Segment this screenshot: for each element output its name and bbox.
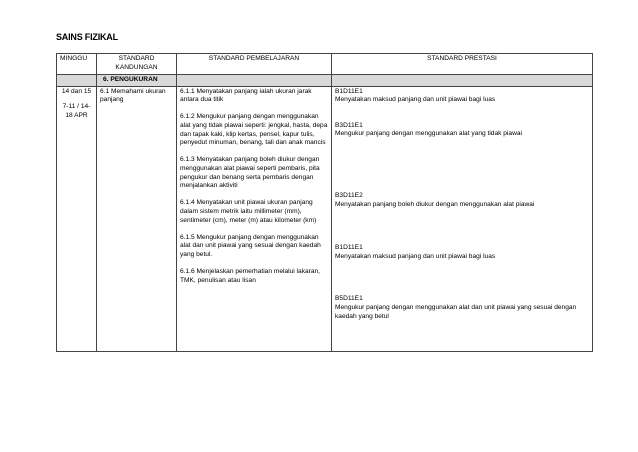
section-row — [57, 75, 593, 87]
week-dates: 7-11 / 14-18 APR — [62, 103, 91, 119]
prestasi-text: Menyatakan maksud panjang dan unit piawai bagi luas — [335, 252, 496, 260]
pembelajaran-item: 6.1.3 Menyatakan panjang boleh diukur dengan menggunakan alat piawai seperti pembaris, pita pengukur dan benang serta pembaris dengan menjalankan aktiviti — [180, 156, 320, 190]
prestasi-text: Menyatakan panjang boleh diukur dengan menggunakan alat piawai — [335, 200, 535, 208]
syllabus-table — [56, 53, 593, 352]
pembelajaran-cell — [177, 86, 332, 351]
header-minggu: MINGGU — [57, 54, 97, 75]
header-row — [57, 54, 593, 75]
prestasi-code: B3D11E2 — [335, 191, 363, 199]
prestasi-code: B1D11E1 — [335, 244, 363, 252]
prestasi-cell — [332, 86, 593, 351]
pembelajaran-item: 6.1.4 Menyatakan unit piawai ukuran panjang dalam sistem metrik iaitu millimeter (mm), sentimeter (cm), meter (m) atau kilometer (km) — [180, 199, 317, 224]
week-cell — [57, 86, 97, 351]
week-number: 14 dan 15 — [61, 87, 92, 95]
pembelajaran-item: 6.1.2 Mengukur panjang dengan menggunakan alat yang tidak piawai seperti: jengkal, hasta, depa dan tapak kaki, klip kertas, pensel, kapur tulis, penyedut minuman, benang, tali dan anak mancis — [180, 113, 328, 147]
pembelajaran-item: 6.1.1 Menyatakan panjang ialah ukuran jarak antara dua titik — [180, 87, 312, 104]
section-label: 6. PENGUKURAN — [97, 75, 177, 87]
header-standard-pembelajaran: STANDARD PEMBELAJARAN — [177, 54, 332, 75]
pembelajaran-item: 6.1.5 Mengukur panjang dengan menggunakan alat dan unit piawai yang sesuai dengan kaedah yang betul. — [180, 233, 321, 258]
prestasi-text: Menyatakan maksud panjang dan unit piawai bagi luas — [335, 96, 496, 104]
header-standard-prestasi: STANDARD PRESTASI — [332, 54, 593, 75]
prestasi-code: B3D11E1 — [335, 121, 363, 129]
content-row — [57, 86, 593, 351]
page-title: SAINS FIZIKAL — [56, 32, 118, 42]
kandungan-cell: 6.1 Memahami ukuran panjang — [97, 86, 177, 351]
header-standard-kandungan: STANDARD KANDUNGAN — [97, 54, 177, 75]
prestasi-code: B1D11E1 — [335, 87, 363, 95]
prestasi-text: Mengukur panjang dengan menggunakan alat yang tidak piawai — [335, 130, 522, 138]
prestasi-code: B5D11E1 — [335, 295, 363, 303]
prestasi-text: Mengukur panjang dengan menggunakan alat dan unit piawai yang sesuai dengan kaedah yang betul — [335, 303, 577, 320]
pembelajaran-item: 6.1.6 Menjelaskan pemerhatian melalui lakaran, TMK, penulisan atau lisan — [180, 268, 321, 284]
